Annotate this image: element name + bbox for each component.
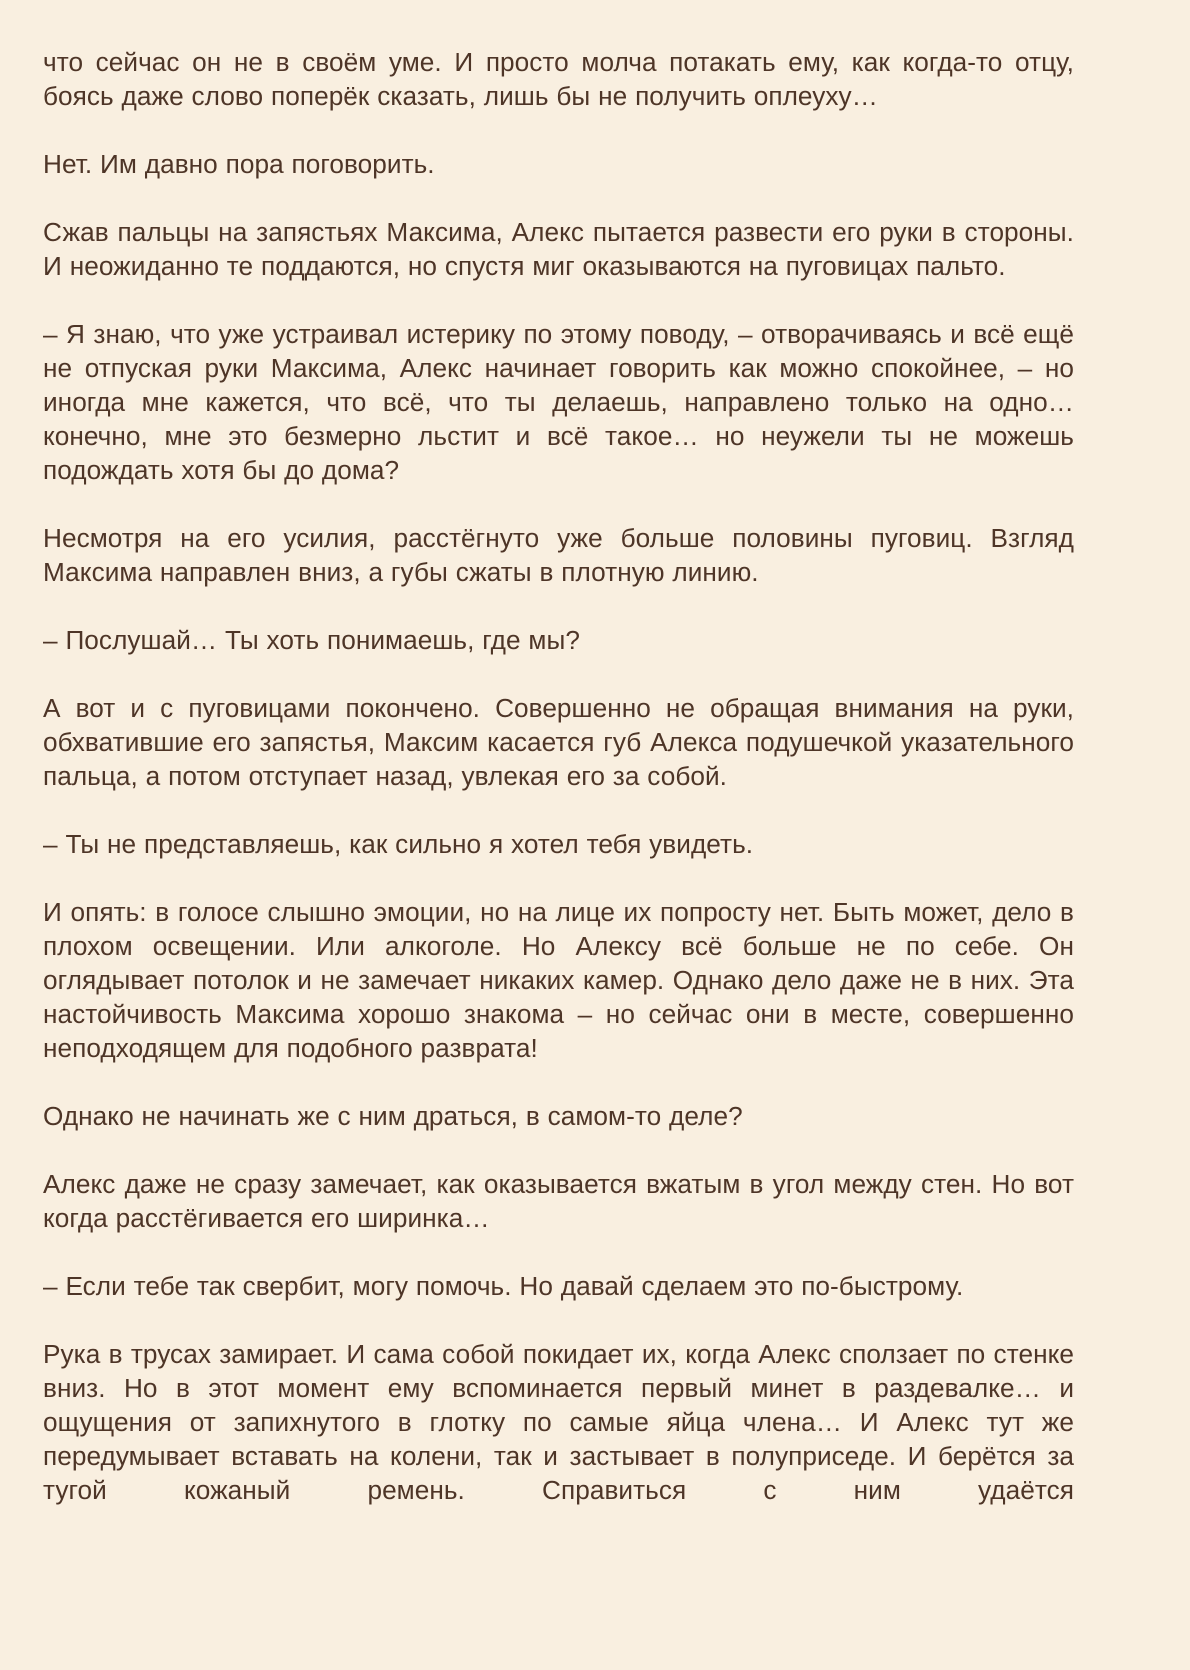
- paragraph-2: Нет. Им давно пора поговорить.: [43, 149, 435, 179]
- paragraph-8: – Ты не представляешь, как сильно я хотел тебя увидеть.: [43, 829, 754, 859]
- paragraph-9: И опять: в голосе слышно эмоции, но на лице их попросту нет. Быть может, дело в плохом освещении. Или алкоголе. Но Алексу всё больше не по себе. Он оглядывает потолок и не замечает никаких камер. Однако дело даже не в них. Эта настойчивость Максима хорошо знакома – но сейчас они в месте, совершенно неподходящем для подобного разврата!: [43, 897, 1074, 1063]
- paragraph-6: – Послушай… Ты хоть понимаешь, где мы?: [43, 625, 580, 655]
- paragraph-7: А вот и с пуговицами покончено. Совершенно не обращая внимания на руки, обхватившие его запястья, Максим касается губ Алекса подушечкой указательного пальца, а потом отступает назад, увлекая его за собой.: [43, 693, 1074, 791]
- paragraph-12: – Если тебе так свербит, могу помочь. Но давай сделаем это по-быстрому.: [43, 1271, 964, 1301]
- paragraph-11: Алекс даже не сразу замечает, как оказывается вжатым в угол между стен. Но вот когда расстёгивается его ширинка…: [43, 1169, 1074, 1233]
- paragraph-13: Рука в трусах замирает. И сама собой покидает их, когда Алекс сползает по стенке вниз. Но в этот момент ему вспоминается первый минет в раздевалке… и ощущения от запихнутого в глотку по самые яйца члена… И Алекс тут же передумывает вставать на колени, так и застывает в полуприседе. И берётся за тугой кожаный ремень. Справиться с ним удаётся: [43, 1339, 1074, 1505]
- paragraph-5: Несмотря на его усилия, расстёгнуто уже больше половины пуговиц. Взгляд Максима направлен вниз, а губы сжаты в плотную линию.: [43, 523, 1074, 587]
- paragraph-1: что сейчас он не в своём уме. И просто молча потакать ему, как когда-то отцу, боясь даже слово поперёк сказать, лишь бы не получить оплеуху…: [43, 47, 1074, 111]
- paragraph-3: Сжав пальцы на запястьях Максима, Алекс пытается развести его руки в стороны. И неожиданно те поддаются, но спустя миг оказываются на пуговицах пальто.: [43, 217, 1074, 281]
- paragraph-10: Однако не начинать же с ним драться, в самом-то деле?: [43, 1101, 743, 1131]
- paragraph-4: – Я знаю, что уже устраивал истерику по этому поводу, – отворачиваясь и всё ещё не отпуская руки Максима, Алекс начинает говорить как можно спокойнее, – но иногда мне кажется, что всё, что ты делаешь, направлено только на одно… конечно, мне это безмерно льстит и всё такое… но неужели ты не можешь подождать хотя бы до дома?: [43, 319, 1074, 485]
